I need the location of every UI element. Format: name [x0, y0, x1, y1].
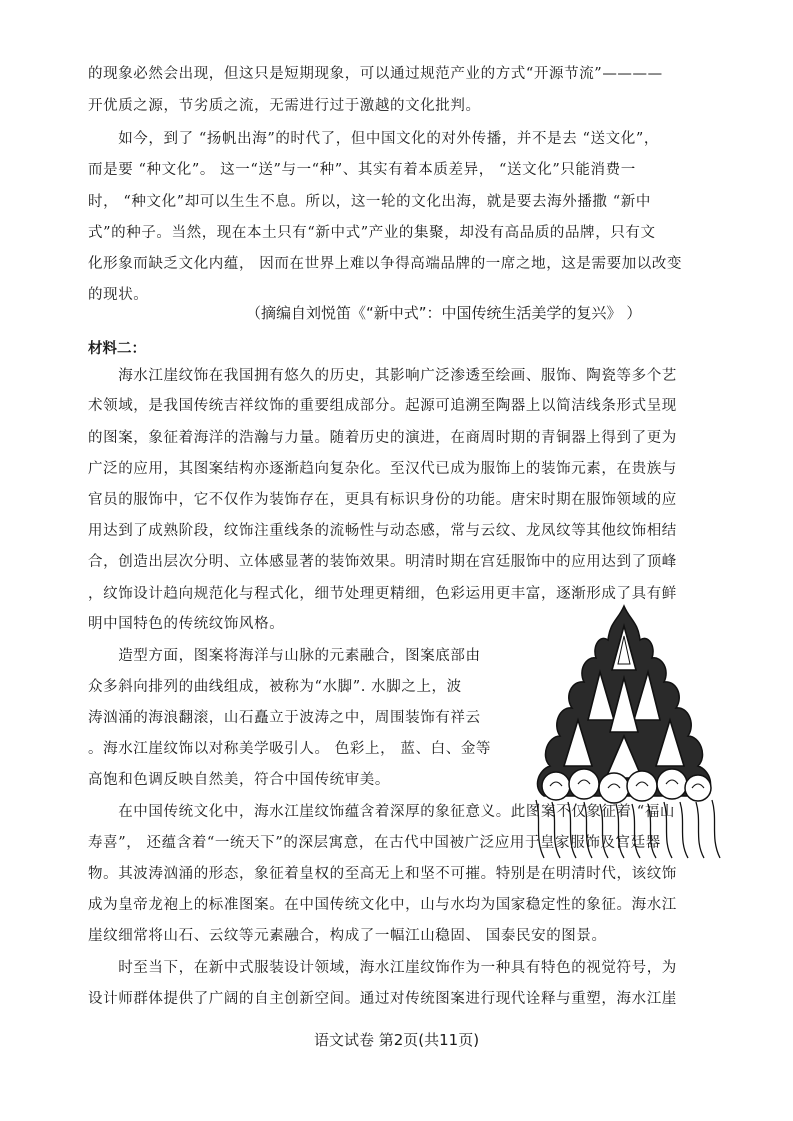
material-line: 广泛的应用，其图案结构亦逐渐趋向复杂化。至汉代已成为服饰上的装饰元素，在贵族与 [88, 461, 677, 477]
paragraph-line: 式”的种子。当然，现在本土只有“新中式”产业的集聚，却没有高品质的品牌，只有文 [88, 225, 656, 241]
material-line: ，纹饰设计趋向规范化与程式化，细节处理更精细，色彩运用更丰富，逐渐形成了具有鲜 [88, 586, 677, 602]
page-footer: 语文试卷 第2页(共11页) [313, 1031, 480, 1049]
paragraph-line: 如今，到了 “扬帆出海”的时代了，但中国文化的对外传播，并不是去 “送文化”， [88, 131, 659, 147]
material-line: 造型方面，图案将海洋与山脉的元素融合，图案底部由 [88, 648, 481, 664]
material-line: 。海水江崖纹饰以对称美学吸引人。 色彩上， 蓝、白、金等 [88, 741, 492, 757]
material-line: 物。其波涛汹涌的形态，象征着皇权的至高无上和坚不可摧。特别是在明清时代，该纹饰 [88, 866, 677, 882]
material-line: 众多斜向排列的曲线组成，被称为“水脚”. 水脚之上，波 [88, 679, 462, 695]
paragraph-line: 时， “种文化”却可以生生不息。所以，这一轮的文化出海，就是要去海外播撒 “新中 [88, 194, 651, 210]
material-line: 术领域，是我国传统吉祥纹饰的重要组成部分。起源可追溯至陶器上以简洁线条形式呈现 [88, 398, 677, 414]
paragraph-line: 的现象必然会出现，但这只是短期现象，可以通过规范产业的方式“开源节流”———— [88, 66, 663, 82]
paragraph-line: 开优质之源，节劣质之流，无需进行过于激越的文化批判。 [88, 98, 481, 114]
material-line: 设计师群体提供了广阔的自主创新空间。通过对传统图案进行现代诠释与重塑，海水江崖 [88, 991, 677, 1007]
paragraph-line: 的现状。 [88, 287, 149, 303]
material-line: 崖纹细常将山石、云纹等元素融合，构成了一幅江山稳固、 国泰民安的图景。 [88, 928, 607, 944]
material-line: 高饱和色调反映自然美，符合中国传统审美。 [88, 772, 390, 788]
material-line: 海水江崖纹饰在我国拥有悠久的历史，其影响广泛渗透至绘画、服饰、陶瓷等多个艺 [88, 368, 677, 384]
material-line: 官员的服饰中，它不仅作为装饰存在，更具有标识身份的功能。唐宋时期在服饰领域的应 [88, 492, 677, 508]
haishui-jiangya-pattern-illustration [522, 600, 727, 860]
material-line: 在中国传统文化中，海水江崖纹饰蕴含着深厚的象征意义。此图案不仅象征着 “福山 [88, 804, 676, 820]
material-line: 明中国特色的传统纹饰风格。 [88, 616, 285, 632]
material-line: 涛汹涌的海浪翻滚，山石矗立于波涛之中，周围装饰有祥云 [88, 710, 481, 726]
material-line: 成为皇帝龙袍上的标准图案。在中国传统文化中，山与水均为国家稳定性的象征。海水江 [88, 897, 677, 913]
material-line: 寿喜”， 还蕴含着“一统天下”的深层寓意，在古代中国被广泛应用于皇家服饰及宫廷器 [88, 835, 661, 851]
citation: （摘编自刘悦笛《“新中式”：中国传统生活美学的复兴》 ） [246, 304, 642, 322]
material-line: 合，创造出层次分明、立体感显著的装饰效果。明清时期在宫廷服饰中的应用达到了顶峰 [88, 554, 677, 570]
material-line: 时至当下，在新中式服装设计领域，海水江崖纹饰作为一种具有特色的视觉符号，为 [88, 960, 677, 976]
material-line: 用达到了成熟阶段，纹饰注重线条的流畅性与动态感，常与云纹、龙凤纹等其他纹饰相结 [88, 523, 677, 539]
paragraph-line: 而是要 “种文化”。 这一“送”与一“种”、其实有着本质差异， “送文化”只能消费一 [88, 162, 636, 178]
paragraph-line: 化形象而缺乏文化内蕴， 因而在世界上难以争得高端品牌的一席之地，这是需要加以改变 [88, 256, 683, 272]
material-heading: 材料二： [88, 341, 146, 357]
material-line: 的图案，象征着海洋的浩瀚与力量。随着历史的演进，在商周时期的青铜器上得到了更为 [88, 430, 677, 446]
